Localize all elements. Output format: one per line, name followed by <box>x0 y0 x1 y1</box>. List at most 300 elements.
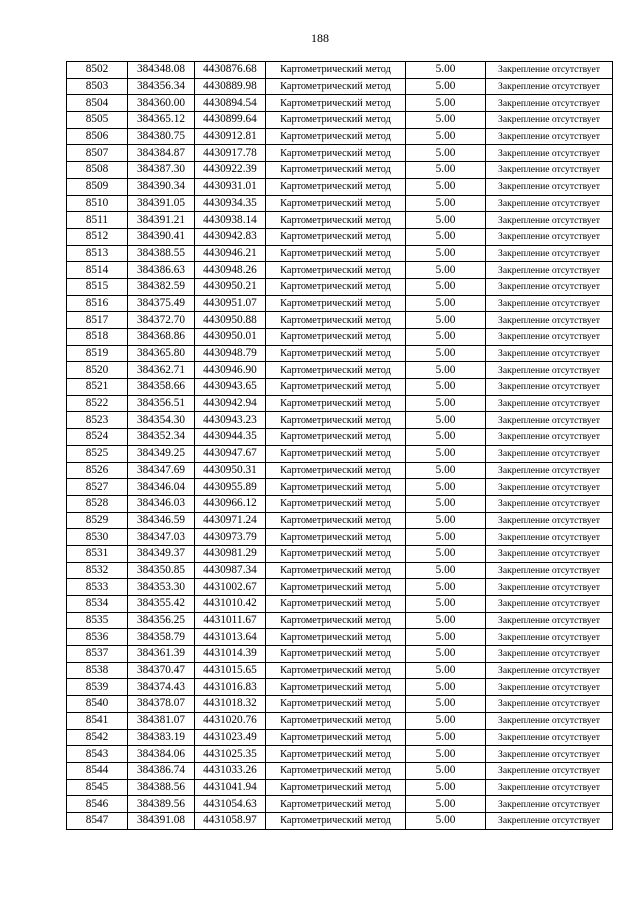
point-number-cell: 8526 <box>67 462 128 479</box>
precision-cell: 5.00 <box>406 679 486 696</box>
y-coordinate-cell: 4430966.12 <box>195 495 266 512</box>
method-cell: Картометрический метод <box>266 462 406 479</box>
y-coordinate-cell: 4431020.76 <box>195 712 266 729</box>
point-number-cell: 8542 <box>67 729 128 746</box>
x-coordinate-cell: 384390.41 <box>128 228 195 245</box>
point-number-cell: 8522 <box>67 395 128 412</box>
method-cell: Картометрический метод <box>266 529 406 546</box>
y-coordinate-cell: 4430950.31 <box>195 462 266 479</box>
fixation-note-cell: Закрепление отсутствует <box>486 712 613 729</box>
method-cell: Картометрический метод <box>266 579 406 596</box>
x-coordinate-cell: 384375.49 <box>128 295 195 312</box>
x-coordinate-cell: 384370.47 <box>128 662 195 679</box>
y-coordinate-cell: 4430973.79 <box>195 529 266 546</box>
method-cell: Картометрический метод <box>266 646 406 663</box>
point-number-cell: 8521 <box>67 379 128 396</box>
method-cell: Картометрический метод <box>266 278 406 295</box>
precision-cell: 5.00 <box>406 62 486 79</box>
fixation-note-cell: Закрепление отсутствует <box>486 212 613 229</box>
x-coordinate-cell: 384374.43 <box>128 679 195 696</box>
y-coordinate-cell: 4431033.26 <box>195 762 266 779</box>
fixation-note-cell: Закрепление отсутствует <box>486 379 613 396</box>
precision-cell: 5.00 <box>406 729 486 746</box>
coordinates-table <box>66 61 613 830</box>
table-row <box>67 262 613 279</box>
x-coordinate-cell: 384356.51 <box>128 395 195 412</box>
x-coordinate-cell: 384388.56 <box>128 779 195 796</box>
table-row <box>67 679 613 696</box>
precision-cell: 5.00 <box>406 762 486 779</box>
point-number-cell: 8545 <box>67 779 128 796</box>
method-cell: Картометрический метод <box>266 545 406 562</box>
x-coordinate-cell: 384358.79 <box>128 629 195 646</box>
point-number-cell: 8511 <box>67 212 128 229</box>
point-number-cell: 8536 <box>67 629 128 646</box>
fixation-note-cell: Закрепление отсутствует <box>486 145 613 162</box>
x-coordinate-cell: 384386.63 <box>128 262 195 279</box>
method-cell: Картометрический метод <box>266 746 406 763</box>
precision-cell: 5.00 <box>406 345 486 362</box>
table-row <box>67 812 613 829</box>
precision-cell: 5.00 <box>406 629 486 646</box>
fixation-note-cell: Закрепление отсутствует <box>486 729 613 746</box>
method-cell: Картометрический метод <box>266 712 406 729</box>
fixation-note-cell: Закрепление отсутствует <box>486 78 613 95</box>
method-cell: Картометрический метод <box>266 228 406 245</box>
fixation-note-cell: Закрепление отсутствует <box>486 429 613 446</box>
precision-cell: 5.00 <box>406 228 486 245</box>
method-cell: Картометрический метод <box>266 662 406 679</box>
x-coordinate-cell: 384356.34 <box>128 78 195 95</box>
x-coordinate-cell: 384391.08 <box>128 812 195 829</box>
y-coordinate-cell: 4430950.21 <box>195 278 266 295</box>
x-coordinate-cell: 384360.00 <box>128 95 195 112</box>
table-row <box>67 512 613 529</box>
y-coordinate-cell: 4430942.94 <box>195 395 266 412</box>
precision-cell: 5.00 <box>406 545 486 562</box>
method-cell: Картометрический метод <box>266 128 406 145</box>
precision-cell: 5.00 <box>406 646 486 663</box>
table-row <box>67 145 613 162</box>
point-number-cell: 8528 <box>67 495 128 512</box>
fixation-note-cell: Закрепление отсутствует <box>486 295 613 312</box>
y-coordinate-cell: 4431015.65 <box>195 662 266 679</box>
point-number-cell: 8505 <box>67 112 128 129</box>
table-row <box>67 529 613 546</box>
x-coordinate-cell: 384346.03 <box>128 495 195 512</box>
y-coordinate-cell: 4430931.01 <box>195 178 266 195</box>
point-number-cell: 8512 <box>67 228 128 245</box>
method-cell: Картометрический метод <box>266 145 406 162</box>
fixation-note-cell: Закрепление отсутствует <box>486 596 613 613</box>
y-coordinate-cell: 4431054.63 <box>195 796 266 813</box>
x-coordinate-cell: 384349.25 <box>128 445 195 462</box>
table-row <box>67 746 613 763</box>
y-coordinate-cell: 4431011.67 <box>195 612 266 629</box>
x-coordinate-cell: 384386.74 <box>128 762 195 779</box>
fixation-note-cell: Закрепление отсутствует <box>486 445 613 462</box>
x-coordinate-cell: 384349.37 <box>128 545 195 562</box>
fixation-note-cell: Закрепление отсутствует <box>486 662 613 679</box>
precision-cell: 5.00 <box>406 596 486 613</box>
x-coordinate-cell: 384378.07 <box>128 696 195 713</box>
y-coordinate-cell: 4430946.90 <box>195 362 266 379</box>
fixation-note-cell: Закрепление отсутствует <box>486 95 613 112</box>
y-coordinate-cell: 4430899.64 <box>195 112 266 129</box>
point-number-cell: 8506 <box>67 128 128 145</box>
precision-cell: 5.00 <box>406 429 486 446</box>
point-number-cell: 8523 <box>67 412 128 429</box>
method-cell: Картометрический метод <box>266 762 406 779</box>
point-number-cell: 8544 <box>67 762 128 779</box>
y-coordinate-cell: 4430876.68 <box>195 62 266 79</box>
point-number-cell: 8507 <box>67 145 128 162</box>
method-cell: Картометрический метод <box>266 779 406 796</box>
method-cell: Картометрический метод <box>266 295 406 312</box>
fixation-note-cell: Закрепление отсутствует <box>486 812 613 829</box>
method-cell: Картометрический метод <box>266 379 406 396</box>
fixation-note-cell: Закрепление отсутствует <box>486 512 613 529</box>
point-number-cell: 8524 <box>67 429 128 446</box>
table-row <box>67 245 613 262</box>
x-coordinate-cell: 384380.75 <box>128 128 195 145</box>
method-cell: Картометрический метод <box>266 62 406 79</box>
precision-cell: 5.00 <box>406 562 486 579</box>
fixation-note-cell: Закрепление отсутствует <box>486 579 613 596</box>
precision-cell: 5.00 <box>406 812 486 829</box>
table-row <box>67 479 613 496</box>
y-coordinate-cell: 4430889.98 <box>195 78 266 95</box>
table-row <box>67 612 613 629</box>
fixation-note-cell: Закрепление отсутствует <box>486 245 613 262</box>
method-cell: Картометрический метод <box>266 162 406 179</box>
precision-cell: 5.00 <box>406 479 486 496</box>
method-cell: Картометрический метод <box>266 596 406 613</box>
y-coordinate-cell: 4430934.35 <box>195 195 266 212</box>
method-cell: Картометрический метод <box>266 679 406 696</box>
table-row <box>67 545 613 562</box>
y-coordinate-cell: 4430987.34 <box>195 562 266 579</box>
table-row <box>67 162 613 179</box>
table-row <box>67 212 613 229</box>
precision-cell: 5.00 <box>406 579 486 596</box>
y-coordinate-cell: 4430943.65 <box>195 379 266 396</box>
table-row <box>67 629 613 646</box>
fixation-note-cell: Закрепление отсутствует <box>486 178 613 195</box>
method-cell: Картометрический метод <box>266 362 406 379</box>
fixation-note-cell: Закрепление отсутствует <box>486 762 613 779</box>
fixation-note-cell: Закрепление отсутствует <box>486 128 613 145</box>
method-cell: Картометрический метод <box>266 729 406 746</box>
table-row <box>67 779 613 796</box>
fixation-note-cell: Закрепление отсутствует <box>486 746 613 763</box>
precision-cell: 5.00 <box>406 796 486 813</box>
point-number-cell: 8543 <box>67 746 128 763</box>
point-number-cell: 8519 <box>67 345 128 362</box>
fixation-note-cell: Закрепление отсутствует <box>486 779 613 796</box>
fixation-note-cell: Закрепление отсутствует <box>486 529 613 546</box>
y-coordinate-cell: 4430948.79 <box>195 345 266 362</box>
y-coordinate-cell: 4430951.07 <box>195 295 266 312</box>
fixation-note-cell: Закрепление отсутствует <box>486 696 613 713</box>
table-row <box>67 796 613 813</box>
table-row <box>67 445 613 462</box>
point-number-cell: 8535 <box>67 612 128 629</box>
x-coordinate-cell: 384356.25 <box>128 612 195 629</box>
x-coordinate-cell: 384391.21 <box>128 212 195 229</box>
fixation-note-cell: Закрепление отсутствует <box>486 395 613 412</box>
x-coordinate-cell: 384361.39 <box>128 646 195 663</box>
point-number-cell: 8502 <box>67 62 128 79</box>
table-row <box>67 562 613 579</box>
point-number-cell: 8520 <box>67 362 128 379</box>
fixation-note-cell: Закрепление отсутствует <box>486 262 613 279</box>
fixation-note-cell: Закрепление отсутствует <box>486 495 613 512</box>
x-coordinate-cell: 384362.71 <box>128 362 195 379</box>
precision-cell: 5.00 <box>406 145 486 162</box>
precision-cell: 5.00 <box>406 128 486 145</box>
x-coordinate-cell: 384354.30 <box>128 412 195 429</box>
precision-cell: 5.00 <box>406 95 486 112</box>
y-coordinate-cell: 4431002.67 <box>195 579 266 596</box>
y-coordinate-cell: 4430971.24 <box>195 512 266 529</box>
fixation-note-cell: Закрепление отсутствует <box>486 195 613 212</box>
precision-cell: 5.00 <box>406 379 486 396</box>
method-cell: Картометрический метод <box>266 112 406 129</box>
x-coordinate-cell: 384388.55 <box>128 245 195 262</box>
y-coordinate-cell: 4430947.67 <box>195 445 266 462</box>
x-coordinate-cell: 384365.12 <box>128 112 195 129</box>
table-row <box>67 712 613 729</box>
fixation-note-cell: Закрепление отсутствует <box>486 612 613 629</box>
fixation-note-cell: Закрепление отсутствует <box>486 162 613 179</box>
point-number-cell: 8538 <box>67 662 128 679</box>
precision-cell: 5.00 <box>406 512 486 529</box>
table-row <box>67 395 613 412</box>
table-row <box>67 379 613 396</box>
table-row <box>67 278 613 295</box>
point-number-cell: 8547 <box>67 812 128 829</box>
precision-cell: 5.00 <box>406 162 486 179</box>
y-coordinate-cell: 4431025.35 <box>195 746 266 763</box>
point-number-cell: 8515 <box>67 278 128 295</box>
method-cell: Картометрический метод <box>266 212 406 229</box>
point-number-cell: 8504 <box>67 95 128 112</box>
fixation-note-cell: Закрепление отсутствует <box>486 362 613 379</box>
precision-cell: 5.00 <box>406 329 486 346</box>
point-number-cell: 8537 <box>67 646 128 663</box>
y-coordinate-cell: 4430946.21 <box>195 245 266 262</box>
x-coordinate-cell: 384347.69 <box>128 462 195 479</box>
point-number-cell: 8533 <box>67 579 128 596</box>
y-coordinate-cell: 4430950.88 <box>195 312 266 329</box>
method-cell: Картометрический метод <box>266 495 406 512</box>
table-row <box>67 345 613 362</box>
x-coordinate-cell: 384348.08 <box>128 62 195 79</box>
fixation-note-cell: Закрепление отсутствует <box>486 278 613 295</box>
table-row <box>67 412 613 429</box>
y-coordinate-cell: 4431041.94 <box>195 779 266 796</box>
y-coordinate-cell: 4431018.32 <box>195 696 266 713</box>
method-cell: Картометрический метод <box>266 95 406 112</box>
table-row <box>67 228 613 245</box>
x-coordinate-cell: 384368.86 <box>128 329 195 346</box>
method-cell: Картометрический метод <box>266 429 406 446</box>
point-number-cell: 8525 <box>67 445 128 462</box>
precision-cell: 5.00 <box>406 245 486 262</box>
table-row <box>67 662 613 679</box>
method-cell: Картометрический метод <box>266 629 406 646</box>
point-number-cell: 8517 <box>67 312 128 329</box>
fixation-note-cell: Закрепление отсутствует <box>486 329 613 346</box>
x-coordinate-cell: 384382.59 <box>128 278 195 295</box>
precision-cell: 5.00 <box>406 612 486 629</box>
table-row <box>67 646 613 663</box>
x-coordinate-cell: 384383.19 <box>128 729 195 746</box>
precision-cell: 5.00 <box>406 495 486 512</box>
point-number-cell: 8527 <box>67 479 128 496</box>
method-cell: Картометрический метод <box>266 562 406 579</box>
x-coordinate-cell: 384352.34 <box>128 429 195 446</box>
precision-cell: 5.00 <box>406 712 486 729</box>
y-coordinate-cell: 4430922.39 <box>195 162 266 179</box>
method-cell: Картометрический метод <box>266 412 406 429</box>
x-coordinate-cell: 384372.70 <box>128 312 195 329</box>
x-coordinate-cell: 384391.05 <box>128 195 195 212</box>
y-coordinate-cell: 4430955.89 <box>195 479 266 496</box>
method-cell: Картометрический метод <box>266 479 406 496</box>
y-coordinate-cell: 4430938.14 <box>195 212 266 229</box>
method-cell: Картометрический метод <box>266 812 406 829</box>
method-cell: Картометрический метод <box>266 612 406 629</box>
precision-cell: 5.00 <box>406 195 486 212</box>
method-cell: Картометрический метод <box>266 78 406 95</box>
table-row <box>67 329 613 346</box>
table-row <box>67 78 613 95</box>
method-cell: Картометрический метод <box>266 796 406 813</box>
table-row <box>67 696 613 713</box>
table-row <box>67 495 613 512</box>
precision-cell: 5.00 <box>406 78 486 95</box>
x-coordinate-cell: 384384.06 <box>128 746 195 763</box>
fixation-note-cell: Закрепление отсутствует <box>486 679 613 696</box>
x-coordinate-cell: 384355.42 <box>128 596 195 613</box>
fixation-note-cell: Закрепление отсутствует <box>486 629 613 646</box>
y-coordinate-cell: 4430894.54 <box>195 95 266 112</box>
precision-cell: 5.00 <box>406 779 486 796</box>
method-cell: Картометрический метод <box>266 512 406 529</box>
point-number-cell: 8529 <box>67 512 128 529</box>
table-row <box>67 579 613 596</box>
x-coordinate-cell: 384389.56 <box>128 796 195 813</box>
y-coordinate-cell: 4430942.83 <box>195 228 266 245</box>
point-number-cell: 8546 <box>67 796 128 813</box>
fixation-note-cell: Закрепление отсутствует <box>486 646 613 663</box>
point-number-cell: 8516 <box>67 295 128 312</box>
point-number-cell: 8531 <box>67 545 128 562</box>
table-row <box>67 195 613 212</box>
table-row <box>67 312 613 329</box>
method-cell: Картометрический метод <box>266 195 406 212</box>
point-number-cell: 8513 <box>67 245 128 262</box>
point-number-cell: 8540 <box>67 696 128 713</box>
point-number-cell: 8514 <box>67 262 128 279</box>
y-coordinate-cell: 4430917.78 <box>195 145 266 162</box>
point-number-cell: 8503 <box>67 78 128 95</box>
page-number: 188 <box>311 31 329 45</box>
precision-cell: 5.00 <box>406 362 486 379</box>
precision-cell: 5.00 <box>406 662 486 679</box>
y-coordinate-cell: 4430981.29 <box>195 545 266 562</box>
x-coordinate-cell: 384387.30 <box>128 162 195 179</box>
precision-cell: 5.00 <box>406 278 486 295</box>
table-row <box>67 112 613 129</box>
precision-cell: 5.00 <box>406 445 486 462</box>
y-coordinate-cell: 4430948.26 <box>195 262 266 279</box>
fixation-note-cell: Закрепление отсутствует <box>486 412 613 429</box>
method-cell: Картометрический метод <box>266 312 406 329</box>
y-coordinate-cell: 4430950.01 <box>195 329 266 346</box>
point-number-cell: 8509 <box>67 178 128 195</box>
method-cell: Картометрический метод <box>266 696 406 713</box>
table-row <box>67 178 613 195</box>
fixation-note-cell: Закрепление отсутствует <box>486 562 613 579</box>
fixation-note-cell: Закрепление отсутствует <box>486 479 613 496</box>
point-number-cell: 8518 <box>67 329 128 346</box>
coordinates-table-body <box>67 62 613 830</box>
y-coordinate-cell: 4430912.81 <box>195 128 266 145</box>
table-row <box>67 95 613 112</box>
method-cell: Картометрический метод <box>266 178 406 195</box>
method-cell: Картометрический метод <box>266 345 406 362</box>
table-row <box>67 362 613 379</box>
x-coordinate-cell: 384346.04 <box>128 479 195 496</box>
precision-cell: 5.00 <box>406 212 486 229</box>
precision-cell: 5.00 <box>406 529 486 546</box>
table-row <box>67 762 613 779</box>
x-coordinate-cell: 384384.87 <box>128 145 195 162</box>
x-coordinate-cell: 384358.66 <box>128 379 195 396</box>
fixation-note-cell: Закрепление отсутствует <box>486 796 613 813</box>
table-row <box>67 295 613 312</box>
point-number-cell: 8539 <box>67 679 128 696</box>
fixation-note-cell: Закрепление отсутствует <box>486 112 613 129</box>
y-coordinate-cell: 4430944.35 <box>195 429 266 446</box>
fixation-note-cell: Закрепление отсутствует <box>486 312 613 329</box>
table-row <box>67 62 613 79</box>
x-coordinate-cell: 384390.34 <box>128 178 195 195</box>
method-cell: Картометрический метод <box>266 245 406 262</box>
y-coordinate-cell: 4431016.83 <box>195 679 266 696</box>
fixation-note-cell: Закрепление отсутствует <box>486 228 613 245</box>
precision-cell: 5.00 <box>406 746 486 763</box>
precision-cell: 5.00 <box>406 395 486 412</box>
x-coordinate-cell: 384381.07 <box>128 712 195 729</box>
precision-cell: 5.00 <box>406 312 486 329</box>
point-number-cell: 8532 <box>67 562 128 579</box>
fixation-note-cell: Закрепление отсутствует <box>486 462 613 479</box>
table-row <box>67 462 613 479</box>
point-number-cell: 8541 <box>67 712 128 729</box>
precision-cell: 5.00 <box>406 178 486 195</box>
fixation-note-cell: Закрепление отсутствует <box>486 62 613 79</box>
table-row <box>67 596 613 613</box>
point-number-cell: 8530 <box>67 529 128 546</box>
point-number-cell: 8510 <box>67 195 128 212</box>
x-coordinate-cell: 384353.30 <box>128 579 195 596</box>
x-coordinate-cell: 384350.85 <box>128 562 195 579</box>
point-number-cell: 8534 <box>67 596 128 613</box>
